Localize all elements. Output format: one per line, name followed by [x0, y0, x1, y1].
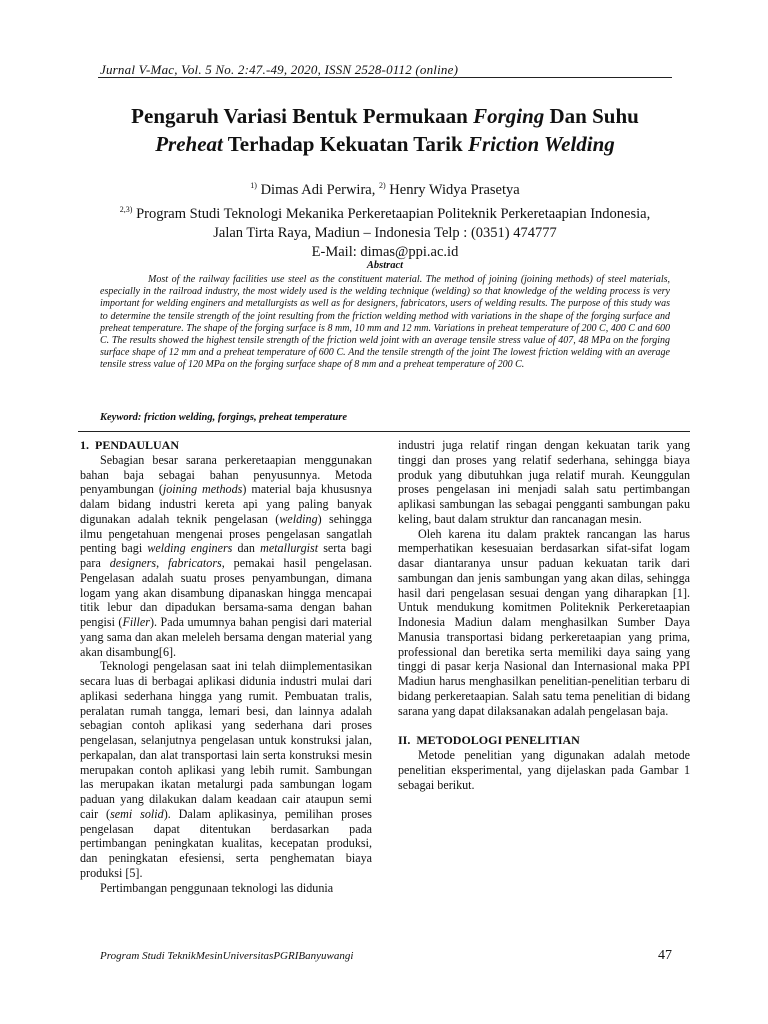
affiliation-superscript: 2,3)	[119, 204, 133, 214]
journal-header: Jurnal V-Mac, Vol. 5 No. 2:47.-49, 2020, ISSN 2528-0112 (online)	[100, 62, 459, 77]
title-part-1: Pengaruh Variasi Bentuk Permukaan	[131, 104, 474, 128]
abstract-text: Most of the railway facilities use steel as the constituent material. The method of joining (joining methods) of steel materials, especially in the railroad industry, the most widely used is the welding technique (welding) so that knowledge of the welding process is very important for welding enginers and metallurgists as well as for designers, fabricators, users of welding results. The purpose of this study was to determine the tensile strength of the joint resulting from the friction welding method with variations in the shape of the forging surface and preheat temperature. The shape of the forging surface is 8 mm, 10 mm and 12 mm. Variations in preheat temperature of 200 C, 400 C and 600 C. The results showed the highest tensile strength of the friction weld joint with an average tensile stress value of 407, 48 MPa on the forging surface shape of 12 mm and a preheat temperature of 600 C. And the tensile strength of the joint The lowest friction welding with an average tensile stress value of 120 MPa on the forging surface shape of 8 mm and a preheat temperature of 200 C.	[100, 274, 670, 371]
right-column	[398, 438, 690, 792]
left-paragraph-1: Sebagian besar sarana perkeretaapian menggunakan bahan baja sebagai bahan penyusunnya. Metoda penyambungan (joining methods) material baja khususnya dalam bidang industri kereta api yang paling banyak digunakan adalah teknik pengelasan (welding) sehingga ilmu pengetahuan mengenai proses pengelasan sangatlah penting bagi welding enginers dan metallurgist serta bagi para designers, fabricators, pemakai hasil pengelasan. Pengelasan adalah suatu proses penyambungan, dimana logam yang akan disambung dipanaskan hingga mencapai titik lebur dan dipadukan bersama-sama dengan bahan pengisi (Filler). Pada umumnya bahan pengisi dari material yang sama dan akan meleleh bersama dengan material yang akan disambung[6].	[80, 452, 372, 659]
email-line[interactable]: E-Mail: dimas@ppi.ac.id	[311, 243, 459, 260]
section-1-heading: 1. PENDAULUAN	[80, 438, 179, 452]
title-part-2: Dan Suhu	[544, 104, 639, 128]
address-line: Jalan Tirta Raya, Madiun – Indonesia Telp : (0351) 474777	[213, 224, 557, 241]
author-block	[90, 176, 680, 262]
title-italic-friction-welding: Friction Welding	[467, 132, 615, 156]
right-paragraph-2: Oleh karena itu dalam praktek rancangan las harus memperhatikan kesesuaian berdasarkan sifat-sifat logam dasar diantaranya unsur paduan kekuatan tarik dari sambungan dan jenis sambungan yang akan dilas, sehingga hasil dari pengelasan sesuai dengan yang diharapkan [1]. Untuk mendukung komitmen Politeknik Perkeretaapian Indonesia Madiun dalam menghasilkan Sumber Daya Manusia transportasi bidang perkeretaapian yang prima, professional dan beretika serta memiliki daya saing yang tinggi di pasar kerja Nasional dan Internasional maka PPI Madiun harus menghasilkan penelitian-penelitian terbaru di bidang perkeretaapian. Salah satu tema penelitian di bidang sarana yang dapat dilaksanakan adalah pengelasan baja.	[398, 526, 690, 718]
author-line	[90, 176, 680, 200]
title-italic-preheat: Preheat	[155, 132, 223, 156]
left-paragraph-2: Teknologi pengelasan saat ini telah diimplementasikan secara luas di berbagai aplikasi didunia industri mulai dari aplikasi sederhana hingga yang rumit. Pembuatan tralis, peralatan rumah tangga, lemari besi, dan lainnya adalah sebagian contoh aplikasi yang sederhana dari proses pengelasan, selanjutnya pengelasan untuk konstruksi jalan, perkapalan, dan alat transportasi lain serta konstruksi mesin merupakan contoh aplikasi yang lebih rumit. Sambungan las merupakan ikatan metalurgi pada sambungan logam paduan yang dilakukan dalam keadaan cair ataupun semi cair (semi solid). Dalam aplikasinya, pemilihan proses pengelasan dapat ditentukan berdasarkan pada pertimbangan peningkatan kualitas, kecepatan produksi, dan peningkatan efesiensi, serta penghematan biaya produksi [5].	[80, 659, 372, 880]
author2-name: Henry Widya Prasetya	[385, 181, 520, 198]
header-rule	[98, 77, 672, 78]
title-part-3: Terhadap Kekuatan Tarik	[222, 132, 468, 156]
right-paragraph-3: Metode penelitian yang digunakan adalah metode penelitian eksperimental, yang dijelaskan pada Gambar 1 sebagai berikut.	[398, 748, 690, 792]
left-paragraph-3: Pertimbangan penggunaan teknologi las didunia	[100, 880, 334, 895]
keywords: Keyword: friction welding, forgings, preheat temperature	[100, 412, 348, 423]
author1-name: Dimas Adi Perwira,	[256, 181, 379, 198]
left-column	[80, 438, 372, 895]
paper-title	[80, 102, 690, 158]
affiliation-line	[90, 200, 680, 224]
page-number: 47	[658, 948, 672, 963]
title-italic-forging: Forging	[473, 104, 545, 128]
footer-text: Program Studi TeknikMesinUniversitasPGRIBanyuwangi	[100, 950, 354, 962]
right-paragraph-1: industri juga relatif ringan dengan kekuatan tarik yang tinggi dan proses yang relatif sederhana, sehingga biaya produk yang dibutuhkan juga relatif murah. Keunggulan proses pengelasan ini menjadi salah satu pertimbangan aplikasi sambungan las sebagai pengganti sambungan paku keling, baut dalam struktur dan rancanagan mesin.	[398, 438, 690, 526]
abstract-heading: Abstract	[366, 260, 404, 271]
keywords-rule	[78, 431, 690, 432]
author1-superscript: 1)	[250, 181, 257, 190]
section-2-heading: II. METODOLOGI PENELITIAN	[398, 733, 580, 748]
affiliation: Program Studi Teknologi Mekanika Perkeretaapian Politeknik Perkeretaapian Indonesia,	[132, 205, 651, 222]
author2-superscript: 2)	[378, 181, 386, 190]
